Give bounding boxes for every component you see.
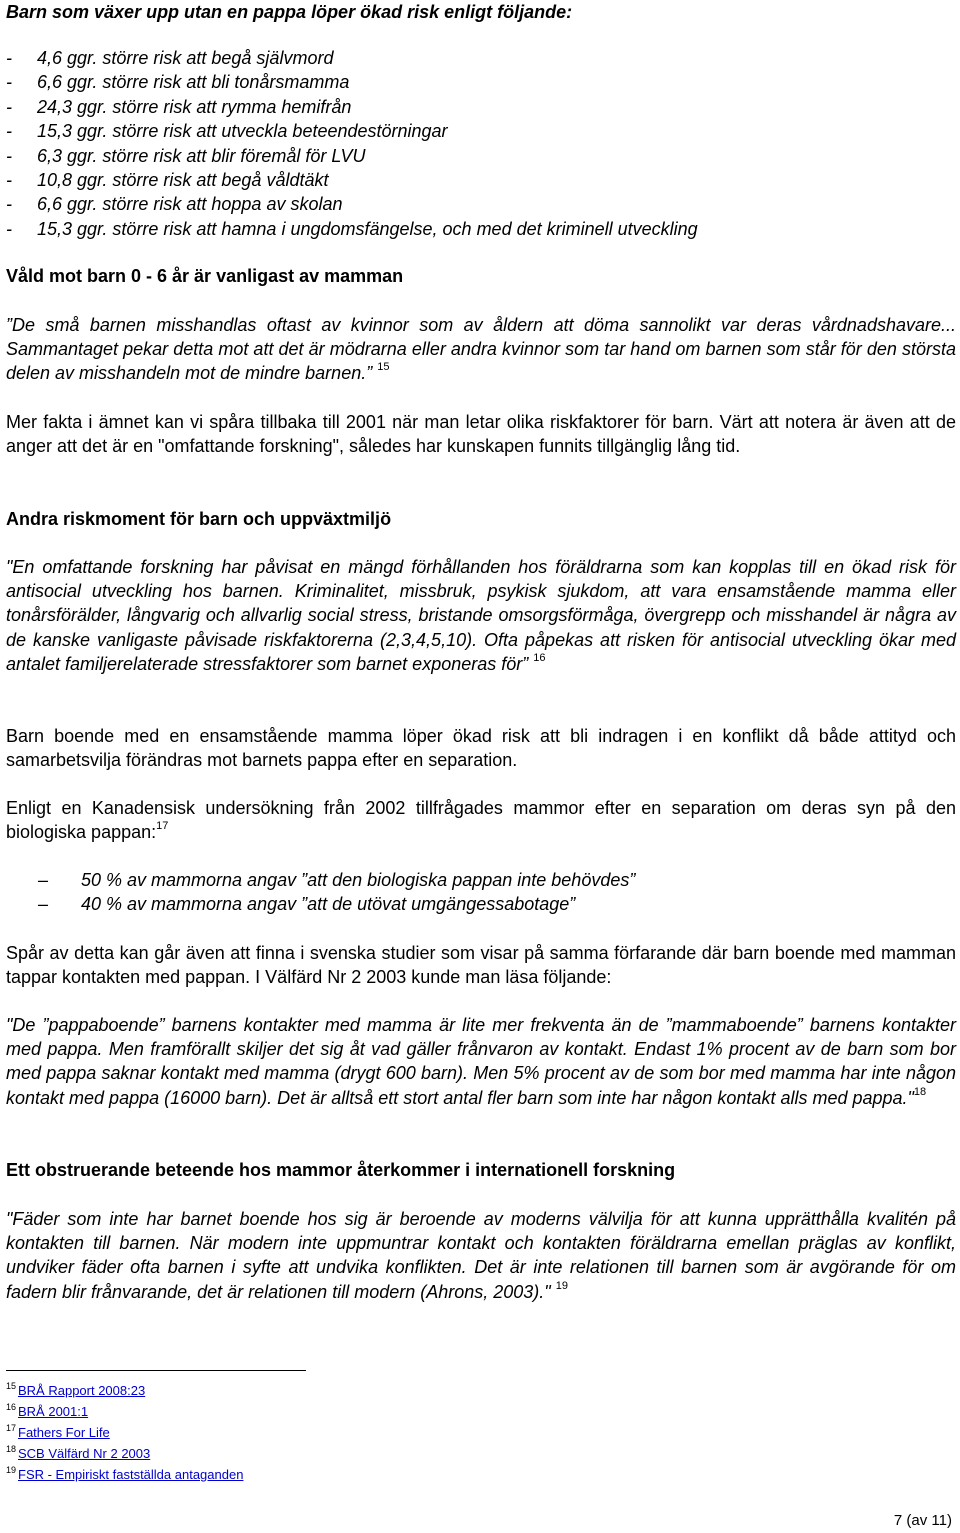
list-item: – 50 % av mammorna angav ”att den biologiska pappan inte behövdes” [38, 870, 636, 890]
footnote-link[interactable]: SCB Välfärd Nr 2 2003 [18, 1446, 151, 1461]
footnote-item: 19 FSR - Empiriskt fastställda antaganden [6, 1465, 244, 1482]
list-item: - 6,6 ggr. större risk att bli tonårsmamma [6, 72, 350, 93]
heading-violence: Våld mot barn 0 - 6 år är vanligast av mamman [6, 266, 404, 286]
footnote-ref: 17 [156, 820, 169, 833]
footnote-ref: 15 [377, 361, 390, 374]
footnote-link[interactable]: BRÅ 2001:1 [18, 1404, 89, 1419]
paragraph-single-mother: Barn boende med en ensamstående mamma löper ökad risk att bli indragen i en konflikt då både attityd och samarbetsvilja förändras mot barnets pappa efter en separation. [6, 726, 956, 771]
quote-fathers: "Fäder som inte har barnet boende hos sig är beroende av moderns välvilja för att kunna upprätthålla kvalitén på kontakten till barnen. När modern inte uppmuntrar kontakt och kontakten föräldrarna emellan präglas av konflikt, undviker fäder ofta barnen i syfte att undvika konflikten. Det är inte relationen till barnen som är avgörande för om fadern blir frånvarande, det är relationen till modern (Ahrons, 2003)." $^{19}$ [6, 1209, 956, 1302]
list-item: - 4,6 ggr. större risk att begå självmord [6, 48, 334, 68]
footnote-ref: 16 [533, 651, 546, 664]
footnote-item: 17 Fathers For Life [6, 1423, 110, 1440]
footnote-ref: 18 [913, 1085, 927, 1098]
list-item: - 24,3 ggr. större risk att rymma hemifrån [6, 96, 352, 117]
footnote-item: 16 BRÅ 2001:1 [6, 1402, 89, 1419]
paragraph-facts: Mer fakta i ämnet kan vi spåra tillbaka till 2001 när man letar olika riskfaktorer för barn. Värt att notera är även att de anger att det är en "omfattande forskning", således har kunskapen funnits tillgänglig lång tid. [6, 412, 956, 457]
survey-results-list [38, 868, 635, 917]
footnote-link[interactable]: Fathers For Life [18, 1425, 110, 1440]
paragraph-swedish-studies: Spår av detta kan går även att finna i svenska studier som visar på samma förfarande där barn boende med mamman tappar kontakten med pappan. I Välfärd Nr 2 2003 kunde man läsa följande: [6, 943, 956, 988]
footnote-link[interactable]: FSR - Empiriskt fastställda antaganden [18, 1467, 244, 1482]
risk-list [6, 46, 698, 241]
paragraph-canada-survey: Enligt en Kanadensisk undersökning från 2002 tillfrågades mammor efter en separation om deras syn på den biologiska pappan:$^{17}$ [6, 798, 956, 843]
heading-risk-factors: Andra riskmoment för barn och uppväxtmiljö [6, 509, 392, 529]
heading-risk-list: Barn som växer upp utan en pappa löper ökad risk enligt följande: [6, 2, 573, 22]
footnote-item: 15 BRÅ Rapport 2008:23 [6, 1381, 146, 1398]
list-item: - 10,8 ggr. större risk att begå våldtäkt [6, 170, 329, 191]
list-item: - 15,3 ggr. större risk att hamna i ungdomsfängelse, och med det kriminell utveckling [6, 218, 698, 239]
footnotes [6, 1378, 243, 1483]
quote-risk-factors: "En omfattande forskning har påvisat en mängd förhållanden hos föräldrarna som kan kopplas till en ökad risk för antisocial utveckling hos barnen. Kriminalitet, missbruk, psykisk sjukdom, att vara ensamstående mamma eller tonårsförälder, långvarig och allvarlig social stress, bristande omsorgsförmåga, övergrepp och misshandel är några av de kanske vanligaste påvisade riskfaktorerna (2,3,4,5,10). Ofta påpekas att risken för antisocial utveckling ökar med antalet familjerelaterade stressfaktorer som barnet exponeras för” $^{16}$ [6, 557, 956, 674]
list-item: - 6,6 ggr. större risk att hoppa av skolan [6, 194, 343, 215]
list-item: - 6,3 ggr. större risk att blir föremål för LVU [6, 145, 366, 166]
list-item: – 40 % av mammorna angav ”att de utövat umgängessabotage” [38, 894, 576, 915]
footnote-ref: 19 [555, 1279, 568, 1292]
footnote-item: 18 SCB Välfärd Nr 2 2003 [6, 1444, 151, 1461]
list-item: - 15,3 ggr. större risk att utveckla beteendestörningar [6, 121, 448, 142]
quote-violence: ”De små barnen misshandlas oftast av kvinnor som av åldern att döma sannolikt var deras vårdnadshavare... Sammantaget pekar detta mot att det är mödrarna eller andra kvinnor som tar hand om barnen som står för den största delen av misshandeln mot de mindre barnen.” $^{15}$ [6, 315, 956, 384]
footnote-divider [6, 1370, 306, 1371]
quote-valfard: "De ”pappaboende” barnens kontakter med mamma är lite mer frekventa än de ”mammaboende” barnens kontakter med pappa. Men framförallt skiljer det sig åt vad gäller frånvaron av kontakt. Endast 1% procent av de barn som bor med pappa saknar kontakt med mamma (drygt 600 barn). Men 5% procent av de som bor med mamma har inte någon kontakt med pappa (16000 barn). Det är alltså ett stort antal fler barn som inte har någon kontakt alls med pappa."$^{18}$ [6, 1015, 956, 1108]
page-number: 7 (av 11) [893, 1512, 952, 1529]
document-page [6, 0, 956, 1533]
footnote-link[interactable]: BRÅ Rapport 2008:23 [18, 1383, 146, 1398]
heading-obstructive: Ett obstruerande beteende hos mammor återkommer i internationell forskning [6, 1160, 676, 1180]
